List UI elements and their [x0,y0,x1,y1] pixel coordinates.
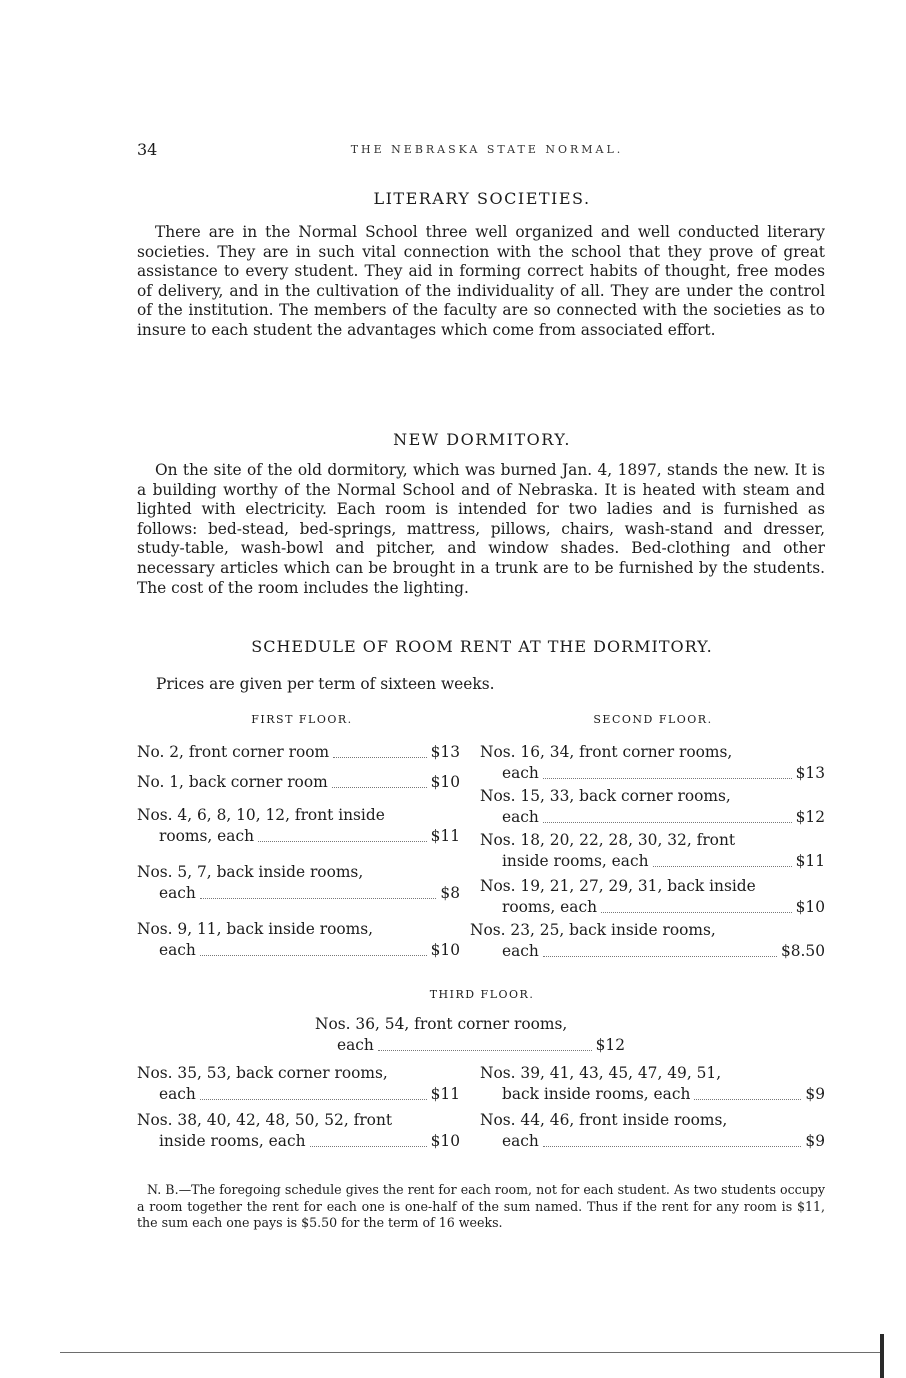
rent-entry [315,1014,625,1056]
first-floor-heading: FIRST FLOOR. [251,713,353,726]
rent-entry-rooms: Nos. 23, 25, back inside rooms, [470,921,716,939]
leader-dots [543,941,777,957]
leader-dots [258,826,427,842]
rent-entry [137,805,460,847]
second-floor-heading: SECOND FLOOR. [593,713,713,726]
rent-entry-rooms-cont: each [159,941,196,959]
rent-entry-rooms: No. 1, back corner room [137,773,328,791]
rent-entry-rooms-cont: rooms, each [502,898,597,916]
rent-price: $11 [430,827,460,845]
leader-dots [543,807,792,823]
page-number: 34 [137,140,158,159]
rent-price: $13 [795,764,825,782]
rent-entry [137,919,460,961]
leader-dots [378,1035,592,1051]
rent-entry [470,920,825,962]
scan-edge-mark [880,1334,884,1378]
rent-entry-rooms: Nos. 44, 46, front inside rooms, [480,1111,728,1129]
rent-entry [480,876,825,918]
rent-price: $8.50 [780,942,825,960]
rent-entry-rooms-cont: each [337,1036,374,1054]
rent-entry-rooms-cont: each [502,764,539,782]
rent-price: $11 [795,852,825,870]
leader-dots [543,763,792,779]
rent-price: $9 [805,1132,825,1150]
rent-entry-rooms-cont: each [502,942,539,960]
rent-entry-rooms: Nos. 15, 33, back corner rooms, [480,787,731,805]
rent-entry-rooms: Nos. 35, 53, back corner rooms, [137,1064,388,1082]
rent-entry-rooms-cont: inside rooms, each [502,852,649,870]
rent-entry [480,1063,825,1105]
leader-dots [653,851,792,867]
running-title: THE NEBRASKA STATE NORMAL. [350,143,624,156]
rent-entry [480,1110,825,1152]
prices-note: Prices are given per term of sixteen weeks. [156,675,495,693]
rent-entry-rooms: Nos. 39, 41, 43, 45, 47, 49, 51, [480,1064,722,1082]
literary-societies-paragraph: There are in the Normal School three well organized and well conducted literary societies. They are in such vital connection with the school that they prove of great assistance to every student. They aid in forming correct habits of thought, free modes of delivery, and in the cultivation of the individuality of all. They are under the control of the institution. The members of the faculty are so connected with the societies as to insure to each student the advantages which come from associated effort. [137,223,825,339]
leader-dots [694,1084,801,1100]
rent-price: $10 [430,1132,460,1150]
rent-entry-rooms: Nos. 16, 34, front corner rooms, [480,743,733,761]
rent-entry [480,786,825,828]
rent-entry [137,772,460,793]
rent-entry-rooms: Nos. 18, 20, 22, 28, 30, 32, front [480,831,736,849]
new-dormitory-title: NEW DORMITORY. [393,430,571,449]
new-dormitory-paragraph: On the site of the old dormitory, which was burned Jan. 4, 1897, stands the new. It is a building worthy of the Normal School and of Nebraska. It is heated with steam and lighted with electricity. Each room is intended for two ladies and is furnished as follows: bed-stead, bed-springs, mattress, pillows, chairs, wash-stand and dresser, study-table, wash-bowl and pitcher, and window shades. Bed-clothing and other necessary articles which can be brought in a trunk are to be furnished by the students. The cost of the room includes the lighting. [137,461,825,597]
rent-price: $8 [440,884,460,902]
leader-dots [332,772,427,788]
third-floor-heading: THIRD FLOOR. [429,988,535,1001]
rent-entry [137,742,460,763]
rent-entry [137,1110,460,1152]
rent-entry [137,862,460,904]
rent-entry-rooms: No. 2, front corner room [137,743,330,761]
page-header [137,140,837,164]
rent-price: $10 [795,898,825,916]
rent-entry-rooms-cont: rooms, each [159,827,254,845]
bottom-rule [60,1352,880,1353]
schedule-title: SCHEDULE OF ROOM RENT AT THE DORMITORY. [251,637,713,656]
rent-price: $11 [430,1085,460,1103]
leader-dots [543,1131,802,1147]
rent-entry-rooms: Nos. 4, 6, 8, 10, 12, front inside [137,806,385,824]
rent-entry-rooms: Nos. 5, 7, back inside rooms, [137,863,364,881]
leader-dots [333,742,426,758]
rent-entry-rooms-cont: each [159,1085,196,1103]
rent-entry [137,1063,460,1105]
leader-dots [200,1084,427,1100]
leader-dots [200,940,427,956]
literary-societies-title: LITERARY SOCIETIES. [373,189,591,208]
rent-entry-rooms: Nos. 38, 40, 42, 48, 50, 52, front [137,1111,393,1129]
rent-price: $9 [805,1085,825,1103]
leader-dots [310,1131,427,1147]
rent-price: $12 [795,808,825,826]
rent-price: $10 [430,773,460,791]
rent-price: $12 [595,1036,625,1054]
rent-entry-rooms: Nos. 9, 11, back inside rooms, [137,920,374,938]
rent-entry-rooms-cont: each [502,808,539,826]
rent-price: $10 [430,941,460,959]
rent-entry-rooms: Nos. 36, 54, front corner rooms, [315,1015,568,1033]
rent-entry-rooms-cont: back inside rooms, each [502,1085,691,1103]
leader-dots [601,897,792,913]
rent-entry-rooms-cont: each [159,884,196,902]
rent-entry-rooms-cont: inside rooms, each [159,1132,306,1150]
rent-entry [480,830,825,872]
schedule-footnote: N. B.—The foregoing schedule gives the rent for each room, not for each student. As two students occupy a room together the rent for each one is one-half of the sum named. Thus if the rent for any room is $11, the sum each one pays is $5.50 for the term of 16 weeks. [137,1182,825,1231]
rent-entry [480,742,825,784]
rent-price: $13 [430,743,460,761]
rent-entry-rooms-cont: each [502,1132,539,1150]
leader-dots [200,883,437,899]
rent-entry-rooms: Nos. 19, 21, 27, 29, 31, back inside [480,877,756,895]
